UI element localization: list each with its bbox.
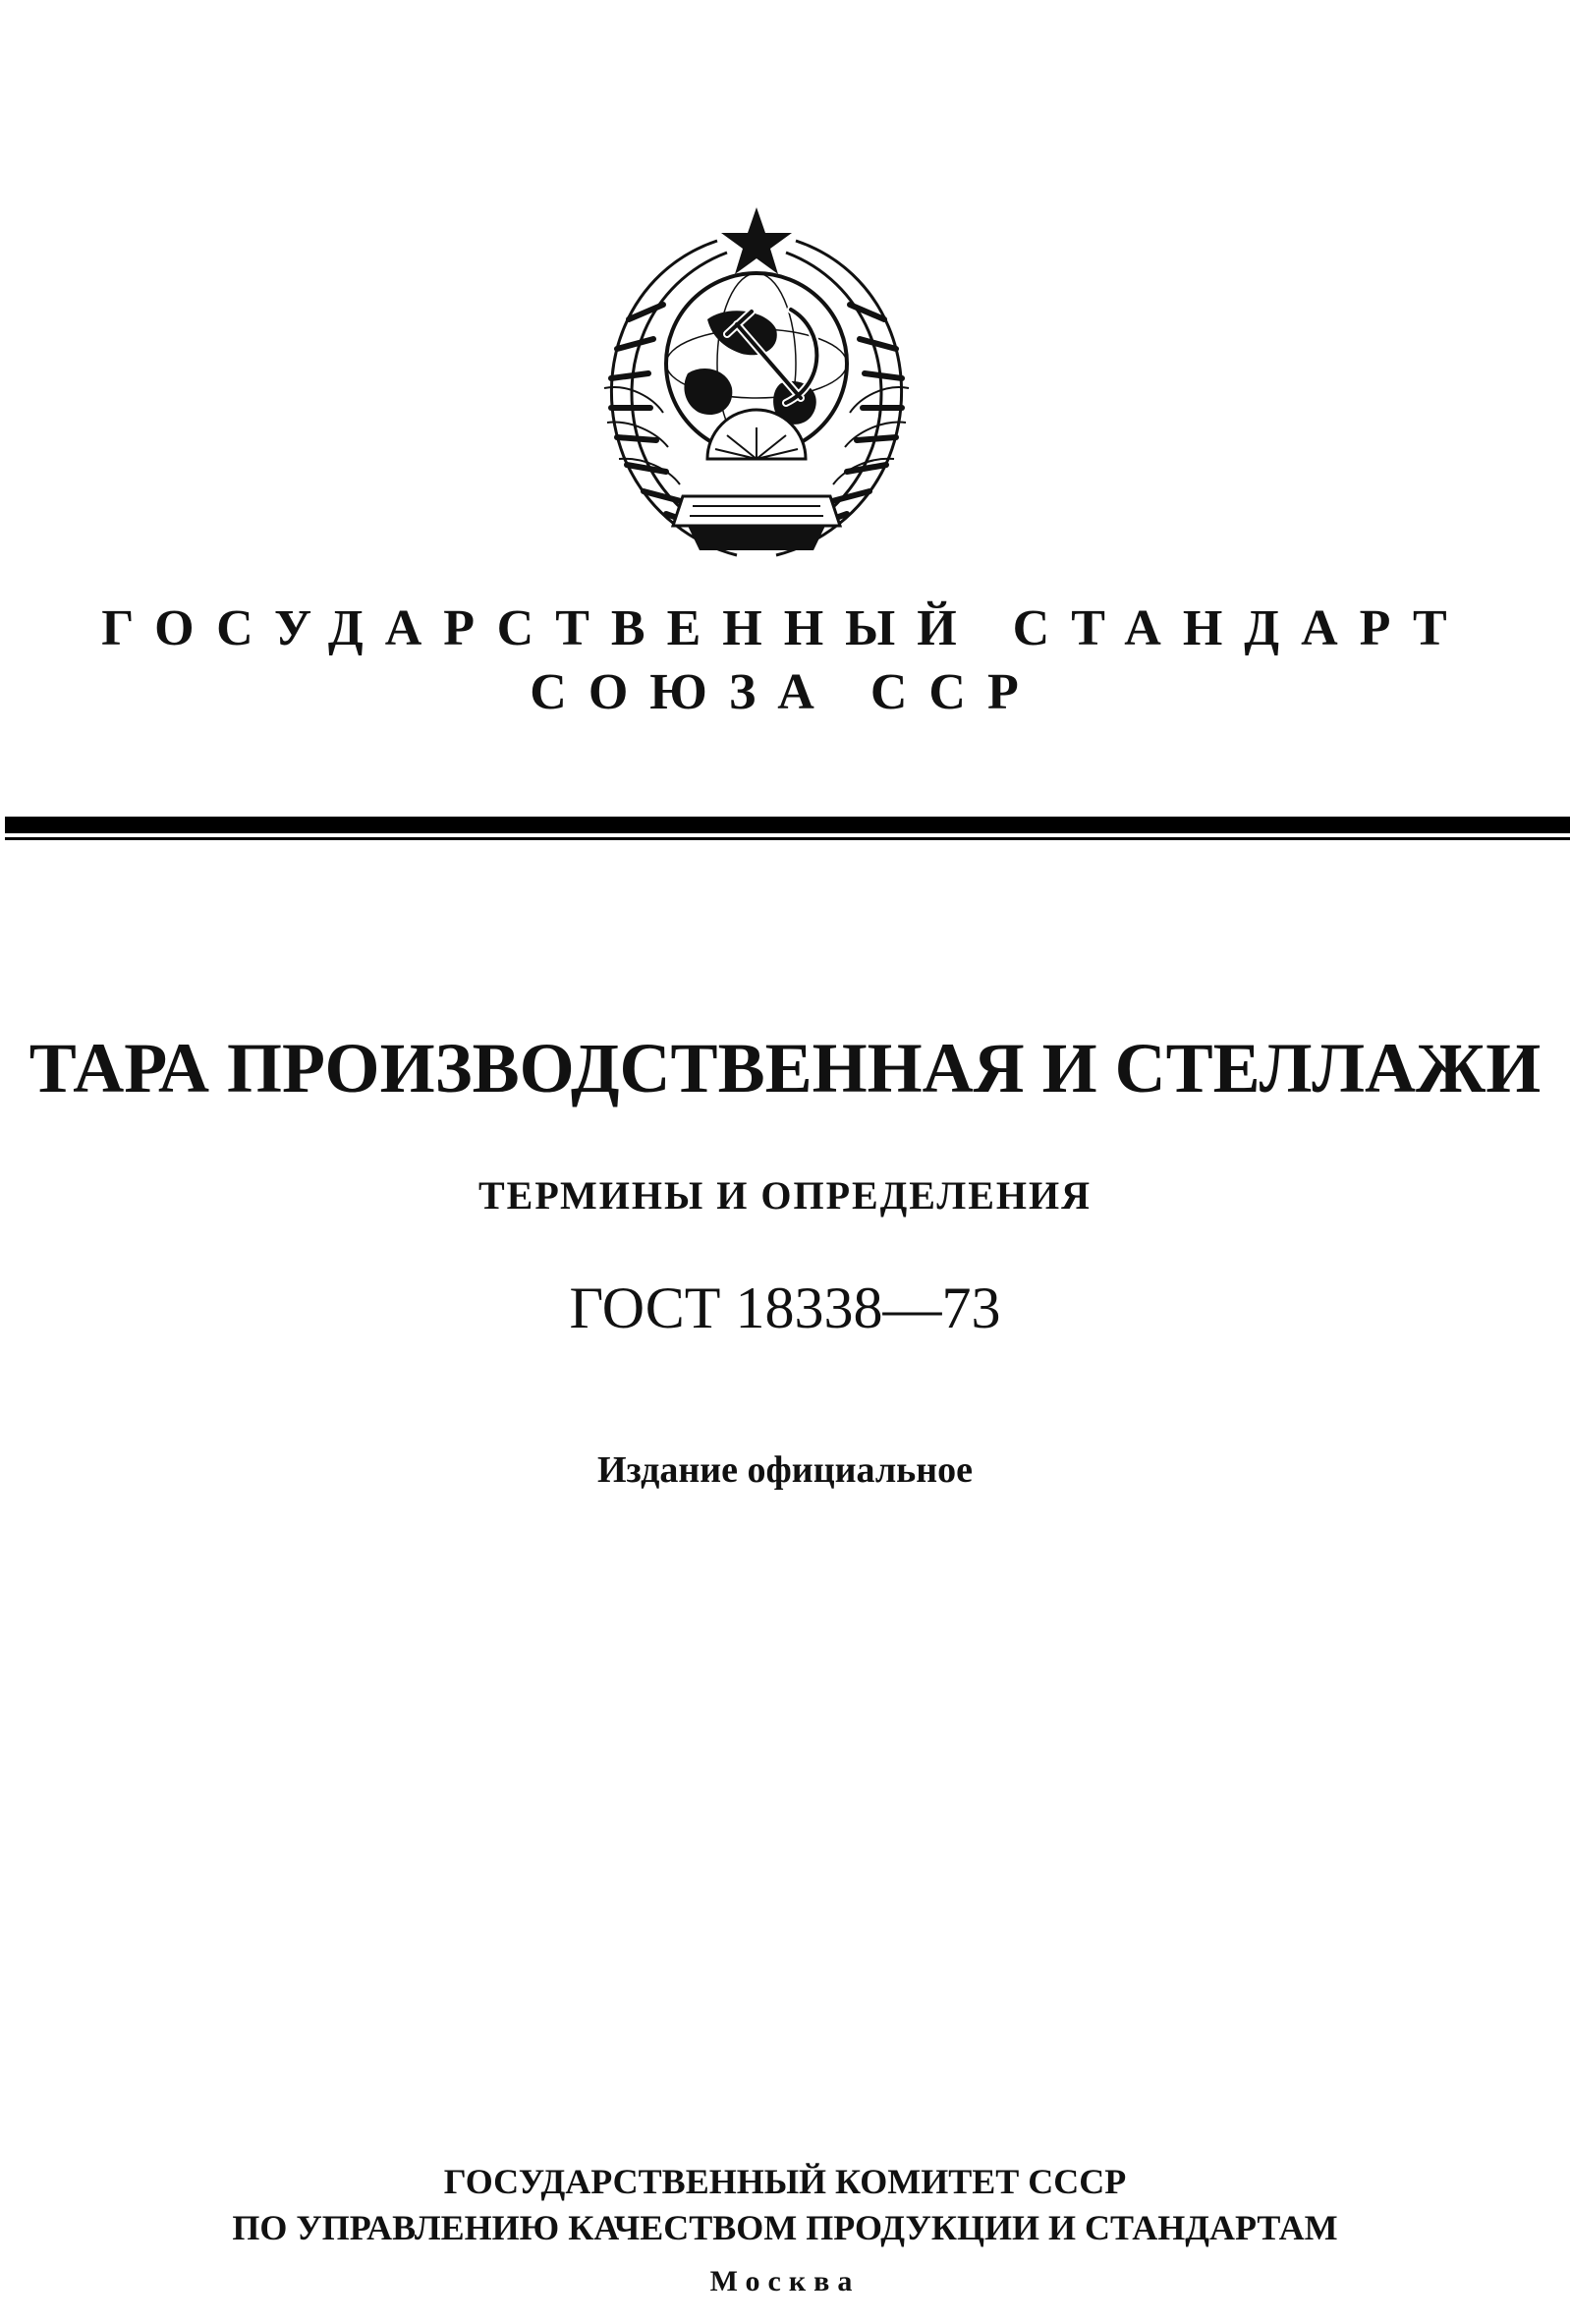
publisher-line2: ПО УПРАВЛЕНИЮ КАЧЕСТВОМ ПРОДУКЦИИ И СТАНДАРТАМ bbox=[232, 2208, 1338, 2247]
document-title: ТАРА ПРОИЗВОДСТВЕННАЯ И СТЕЛЛАЖИ bbox=[28, 1029, 1542, 1107]
publication-city: Москва bbox=[709, 2265, 861, 2297]
edition-label: Издание официальное bbox=[596, 1449, 973, 1491]
divider-thin bbox=[5, 837, 1570, 840]
header-country: СОЮЗА ССР bbox=[530, 664, 1040, 720]
gost-number: ГОСТ 18338—73 bbox=[569, 1275, 1001, 1340]
header-standard-title: ГОСУДАРСТВЕННЫЙ СТАНДАРТ bbox=[101, 600, 1469, 656]
publisher-line1: ГОСУДАРСТВЕННЫЙ КОМИТЕТ СССР bbox=[443, 2162, 1127, 2201]
document-subtitle: ТЕРМИНЫ И ОПРЕДЕЛЕНИЯ bbox=[477, 1173, 1092, 1218]
divider-thick bbox=[5, 817, 1570, 833]
ussr-coat-of-arms-icon bbox=[570, 201, 943, 575]
